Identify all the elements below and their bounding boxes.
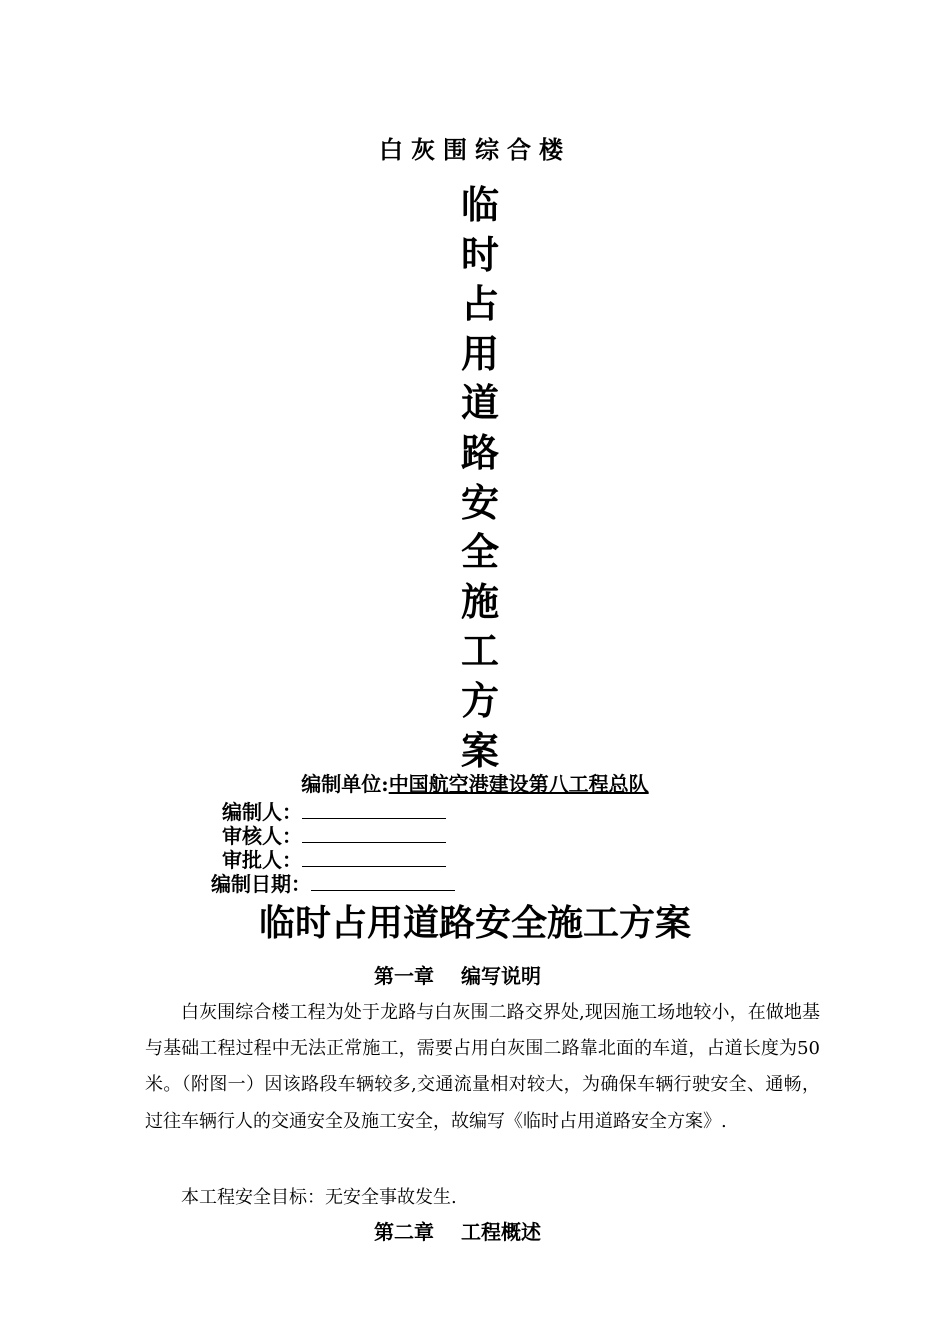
chapter-1-paragraph-1: 白灰围综合楼工程为处于龙路与白灰围二路交界处,现因施工场地较小，在做地基与基础工程过程中无法正常施工，需要占用白灰围二路靠北面的车道，占道长度为50米。（附图一）因该路段车辆较多,交通流量相对较大，为确保车辆行驶安全、通畅，过往车辆行人的交通安全及施工安全，故编写《临时占用道路安全方案》. [145, 1002, 820, 1132]
main-title: 临时占用道路安全施工方案 [258, 902, 691, 944]
date-row [211, 872, 455, 896]
date-label: 编制日期： [211, 872, 311, 896]
vertical-title-char: 工 [460, 628, 499, 674]
date-blank [311, 872, 455, 891]
vertical-title-char: 案 [460, 727, 499, 773]
vertical-title-char: 全 [460, 529, 499, 575]
approver-blank [302, 848, 446, 867]
project-name: 白灰围综合楼 [379, 135, 571, 164]
chapter-1-paragraph-2: 本工程安全目标：无安全事故发生. [181, 1187, 457, 1208]
chapter-2-heading: 第二章 工程概述 [374, 1220, 541, 1244]
compiling-unit-label: 编制单位: [301, 772, 389, 796]
approver-label: 审批人： [222, 848, 302, 872]
vertical-title-char: 道 [460, 380, 499, 426]
vertical-title-char: 安 [460, 479, 499, 525]
vertical-title-char: 方 [460, 677, 499, 723]
chapter-1-heading: 第一章 编写说明 [374, 964, 541, 988]
reviewer-row [222, 824, 446, 848]
vertical-title-char: 路 [460, 429, 499, 475]
approver-row [222, 848, 446, 872]
vertical-title [440, 180, 520, 775]
vertical-title-char: 施 [460, 578, 499, 624]
reviewer-blank [302, 824, 446, 843]
vertical-title-char: 临 [460, 182, 499, 227]
compiling-unit-line [0, 770, 950, 798]
compiler-blank [302, 800, 446, 819]
vertical-title-char: 用 [460, 330, 499, 376]
vertical-title-char: 时 [460, 231, 499, 277]
reviewer-label: 审核人： [222, 824, 302, 848]
compiler-row [222, 800, 446, 824]
compiler-label: 编制人： [222, 800, 302, 824]
vertical-title-char: 占 [460, 281, 499, 327]
compiling-unit-value: 中国航空港建设第八工程总队 [388, 772, 649, 796]
